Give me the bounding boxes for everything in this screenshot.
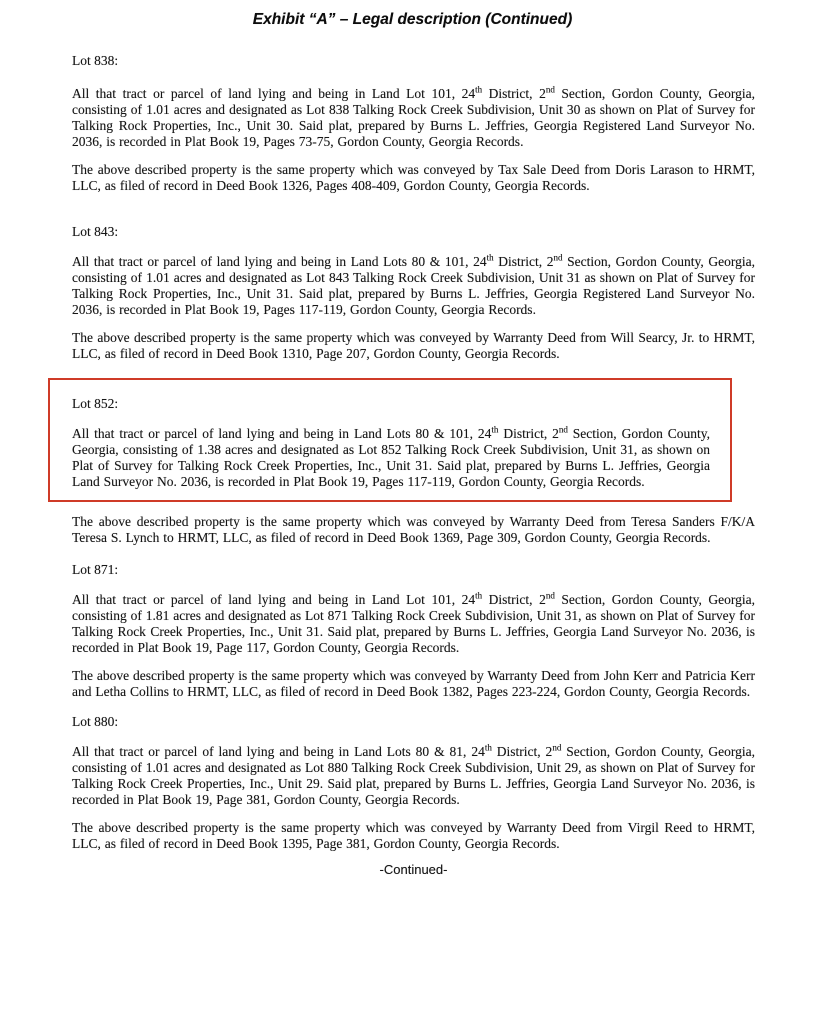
conveyance-paragraph: The above described property is the same property which was conveyed by Warranty Deed from Virgil Reed to HRMT, LLC, as filed of record in Deed Book 1395, Page 381, Gordon County, Georgia Records. bbox=[72, 820, 755, 851]
highlight-box bbox=[48, 378, 732, 502]
lot-description: All that tract or parcel of land lying and being in Land Lots 80 & 101, 24th District, 2nd Section, Gordon County, Georgia, consisting of 1.01 acres and designated as Lot 843 Talking Rock Creek Subdivision, Unit 31 as shown on Plat of Survey for Talking Rock Properties, Inc., Unit 31. Said plat, prepared by Burns L. Jeffries, Georgia Registered Land Surveyor No. 2036, is recorded in Plat Book 19, Pages 117-119, Gordon County, Georgia Records. bbox=[72, 252, 755, 317]
conveyance-paragraph: The above described property is the same property which was conveyed by Warranty Deed from Teresa Sanders F/K/A Teresa S. Lynch to HRMT, LLC, as filed of record in Deed Book 1369, Page 309, Gordon County, Georgia Records. bbox=[72, 514, 755, 545]
conveyance-paragraph: The above described property is the same property which was conveyed by Tax Sale Deed from Doris Larason to HRMT, LLC, as filed of record in Deed Book 1326, Pages 408-409, Gordon County, Georgia Records. bbox=[72, 162, 755, 193]
lot-description: All that tract or parcel of land lying and being in Land Lot 101, 24th District, 2nd Section, Gordon County, Georgia, consisting of 1.01 acres and designated as Lot 838 Talking Rock Creek Subdivision, Unit 30 as shown on Plat of Survey for Talking Rock Properties, Inc., Unit 30. Said plat, prepared by Burns L. Jeffries, Georgia Registered Land Surveyor No. 2036, is recorded in Plat Book 19, Pages 73-75, Gordon County, Georgia Records. bbox=[72, 84, 755, 149]
page-footer: -Continued- bbox=[379, 862, 448, 877]
document-body bbox=[0, 53, 825, 877]
lot-heading: Lot 871: bbox=[72, 562, 119, 577]
page-title: Exhibit “A” – Legal description (Continued) bbox=[252, 11, 573, 28]
lot-heading: Lot 838: bbox=[72, 53, 119, 68]
lot-section-843 bbox=[72, 224, 755, 362]
lot-heading: Lot 843: bbox=[72, 224, 119, 239]
lot-section-880 bbox=[72, 714, 755, 852]
lot-section-838 bbox=[72, 53, 755, 194]
conveyance-paragraph: The above described property is the same property which was conveyed by Warranty Deed from Will Searcy, Jr. to HRMT, LLC, as filed of record in Deed Book 1310, Page 207, Gordon County, Georgia Records. bbox=[72, 330, 755, 361]
lot-heading: Lot 852: bbox=[72, 396, 119, 411]
lot-section-871 bbox=[72, 562, 755, 700]
lot-description: All that tract or parcel of land lying and being in Land Lot 101, 24th District, 2nd Section, Gordon County, Georgia, consisting of 1.81 acres and designated as Lot 871 Talking Rock Creek Subdivision, Unit 31, as shown on Plat of Survey for Talking Rock Creek Properties, Inc., Unit 31. Said plat, prepared by Burns L. Jeffries, Georgia Land Surveyor No. 2036, is recorded in Plat Book 19, Page 117, Gordon County, Georgia Records. bbox=[72, 590, 755, 655]
lot-heading: Lot 880: bbox=[72, 714, 119, 729]
lot-description: All that tract or parcel of land lying and being in Land Lots 80 & 101, 24th District, 2nd Section, Gordon County, Georgia, consisting of 1.38 acres and designated as Lot 852 Talking Rock Creek Subdivision, Unit 31, as shown on Plat of Survey for Talking Rock Creek Properties, Inc., Unit 31. Said plat, prepared by Burns L. Jeffries, Georgia Land Surveyor No. 2036, is recorded in Plat Book 19, Pages 117-119, Gordon County, Georgia Records. bbox=[72, 424, 710, 489]
lot-description: All that tract or parcel of land lying and being in Land Lots 80 & 81, 24th District, 2nd Section, Gordon County, Georgia, consisting of 1.01 acres and designated as Lot 880 Talking Rock Creek Subdivision, Unit 29, as shown on Plat of Survey for Talking Rock Creek Properties, Inc., Unit 29. Said plat, prepared by Burns L. Jeffries, Georgia Land Surveyor No. 2036, is recorded in Plat Book 19, Page 381, Gordon County, Georgia Records. bbox=[72, 742, 755, 807]
conveyance-paragraph: The above described property is the same property which was conveyed by Warranty Deed from John Kerr and Patricia Kerr and Letha Collins to HRMT, LLC, as filed of record in Deed Book 1382, Pages 223-224, Gordon County, Georgia Records. bbox=[72, 668, 755, 699]
lot-section-852 bbox=[72, 378, 755, 546]
